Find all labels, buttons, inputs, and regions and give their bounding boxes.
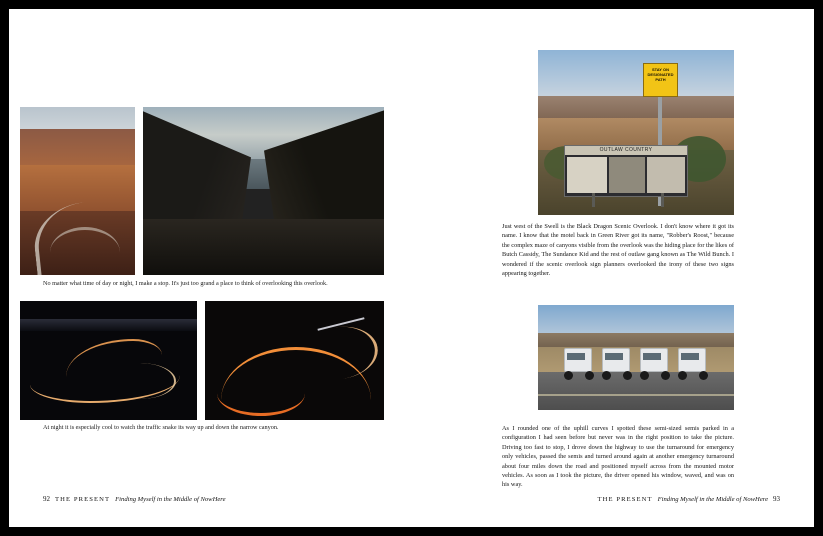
photo-black-dragon-overlook [538, 50, 734, 215]
photo-parked-semi-trucks [538, 305, 734, 410]
caption-night-traffic: At night it is especially cool to watch the traffic snake its way up and down the narrow canyon. [43, 424, 279, 431]
chapter-title-right: Finding Myself in the Middle of NowHere [657, 496, 768, 503]
semi-truck [676, 346, 710, 380]
right-page [412, 9, 814, 527]
left-page [9, 9, 411, 527]
book-page-spread [9, 9, 814, 527]
outlaw-country-interpretive-panel [564, 145, 688, 197]
folio-left [43, 495, 226, 503]
photo-red-rock-canyon-road [20, 107, 135, 275]
book-title-left: THE PRESENT [55, 496, 111, 503]
photo-light-trails-right [205, 301, 384, 420]
paragraph-semi-trucks: As I rounded one of the uphill curves I spotted these semi-sized semis parked in a configuration I had seen before but never was in the right position to take the picture. Driving too fast to stop, I drove down the highway to use the turnaround for emergency only vehicles, passed the semis and turned around again at another emergency turnaround about four miles down the road and positioned myself across from the mounted motor vehicles. As soon as I took the picture, the driver opened his window, waved, and was on his way. [502, 425, 734, 489]
book-title-right: THE PRESENT [597, 496, 653, 503]
photo-light-trails-left [20, 301, 197, 420]
page-number-left: 92 [43, 495, 50, 503]
photo-dusk-gorge [143, 107, 384, 275]
paragraph-black-dragon-overlook: Just west of the Swell is the Black Dragon Scenic Overlook. I don't know where it got its name. I know that the motel back in Green River got its name, "Robber's Roost," because the complex maze of canyons visible from the overlook was the hiding place for the likes of Butch Cassidy, The Sundance Kid and the rest of outlaw gang known as The Wild Bunch. I wondered if the scenic overlook sign planners overlooked the irony of these two signs appearing together. [502, 223, 734, 278]
folio-right [597, 495, 780, 503]
caption-overlook: No matter what time of day or night, I make a stop. It's just too grand a place to think of overlooking this overlook. [43, 280, 328, 287]
interpretive-panel-title: OUTLAW COUNTRY [565, 146, 687, 155]
semi-truck [638, 346, 672, 380]
semi-truck [600, 346, 634, 380]
stay-on-designated-path-sign: STAY ON DESIGNATED PATH [643, 63, 678, 97]
semi-truck [562, 346, 596, 380]
chapter-title-left: Finding Myself in the Middle of NowHere [115, 496, 226, 503]
page-number-right: 93 [773, 495, 780, 503]
